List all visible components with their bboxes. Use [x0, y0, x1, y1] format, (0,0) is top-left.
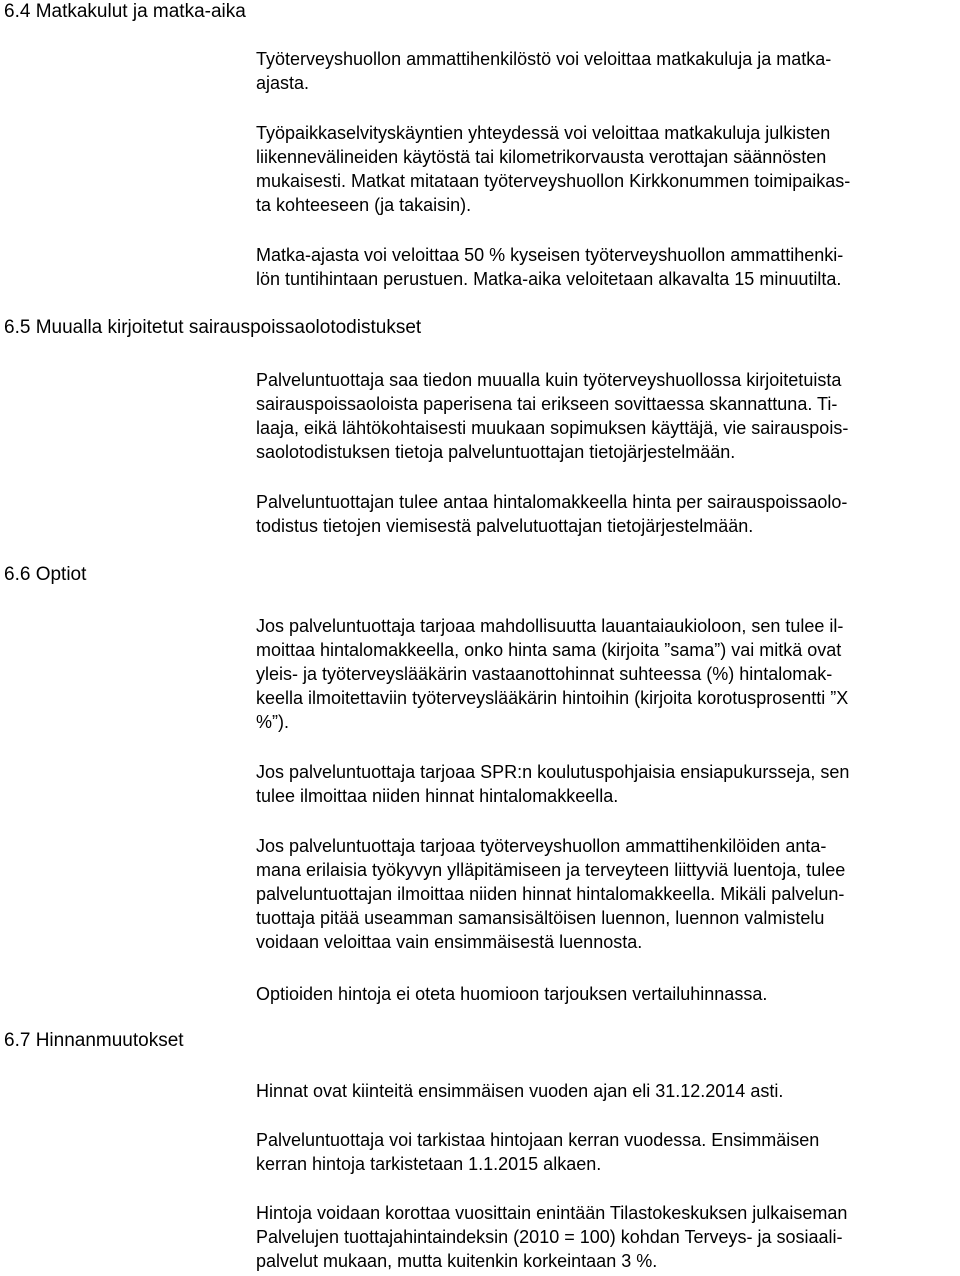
section-heading-6-5: 6.5 Muualla kirjoitetut sairauspoissaolotodistukset — [4, 317, 422, 338]
text-line: Työpaikkaselvityskäyntien yhteydessä voi veloittaa matkakuluja julkisten — [256, 123, 831, 143]
text-line: liikennevälineiden käytöstä tai kilometrikorvausta verottajan säännösten — [256, 147, 827, 167]
text-line: Palveluntuottaja saa tiedon muualla kuin työterveyshuollossa kirjoitetuista — [256, 370, 842, 390]
text-line: Optioiden hintoja ei oteta huomioon tarjouksen vertailuhinnassa. — [256, 984, 768, 1004]
text-line: Palveluntuottajan tulee antaa hintalomakkeella hinta per sairauspoissaolo- — [256, 492, 848, 512]
text-line: Työterveyshuollon ammattihenkilöstö voi veloittaa matkakuluja ja matka- — [256, 49, 832, 69]
text-line: voidaan veloittaa vain ensimmäisestä luennosta. — [256, 932, 643, 952]
paragraph — [256, 47, 956, 95]
text-line: tuottaja pitää useamman samansisältöisen luennon, luennon valmistelu — [256, 908, 825, 928]
paragraph — [256, 121, 956, 217]
text-line: palveluntuottajan ilmoittaa niiden hinnat hintalomakkeella. Mikäli palvelun- — [256, 884, 845, 904]
text-line: ajasta. — [256, 73, 310, 93]
section-heading-6-7: 6.7 Hinnanmuutokset — [4, 1030, 184, 1051]
text-line: Palveluntuottaja voi tarkistaa hintojaan kerran vuodessa. Ensimmäisen — [256, 1130, 820, 1150]
paragraph — [256, 982, 956, 1006]
text-line: Palvelujen tuottajahintaindeksin (2010 = 100) kohdan Terveys- ja sosiaali- — [256, 1227, 843, 1247]
text-line: tulee ilmoittaa niiden hinnat hintalomakkeella. — [256, 786, 619, 806]
text-line: saolotodistuksen tietoja palveluntuottajan tietojärjestelmään. — [256, 442, 736, 462]
text-line: laaja, eikä lähtökohtaisesti muukaan sopimuksen käyttäjä, vie sairauspois- — [256, 418, 849, 438]
paragraph — [256, 368, 956, 464]
text-line: Jos palveluntuottaja tarjoaa SPR:n koulutuspohjaisia ensiapukursseja, sen — [256, 762, 850, 782]
paragraph — [256, 614, 956, 734]
text-line: Jos palveluntuottaja tarjoaa työterveyshuollon ammattihenkilöiden anta- — [256, 836, 827, 856]
text-line: palvelut mukaan, mutta kuitenkin korkeintaan 3 %. — [256, 1251, 658, 1271]
text-line: Hintoja voidaan korottaa vuosittain enintään Tilastokeskuksen julkaiseman — [256, 1203, 848, 1223]
text-line: moittaa hintalomakkeella, onko hinta sama (kirjoita ”sama”) vai mitkä ovat — [256, 640, 842, 660]
text-line: todistus tietojen viemisestä palvelutuottajan tietojärjestelmään. — [256, 516, 754, 536]
paragraph — [256, 834, 956, 954]
text-line: Jos palveluntuottaja tarjoaa mahdollisuutta lauantaiaukioloon, sen tulee il- — [256, 616, 844, 636]
paragraph — [256, 1079, 956, 1103]
paragraph — [256, 1201, 956, 1273]
paragraph — [256, 760, 956, 808]
paragraph — [256, 1128, 956, 1176]
text-line: Hinnat ovat kiinteitä ensimmäisen vuoden ajan eli 31.12.2014 asti. — [256, 1081, 784, 1101]
text-line: mukaisesti. Matkat mitataan työterveyshuollon Kirkkonummen toimipaikas- — [256, 171, 851, 191]
text-line: keella ilmoitettaviin työterveyslääkärin hintoihin (kirjoita korotusprosentti ”X — [256, 688, 849, 708]
text-line: mana erilaisia työkyvyn ylläpitämiseen ja terveyteen liittyviä luentoja, tulee — [256, 860, 846, 880]
section-heading-6-4: 6.4 Matkakulut ja matka-aika — [4, 1, 246, 22]
text-line: ta kohteeseen (ja takaisin). — [256, 195, 472, 215]
text-line: %”). — [256, 712, 289, 732]
text-line: lön tuntihintaan perustuen. Matka-aika veloitetaan alkavalta 15 minuutilta. — [256, 269, 842, 289]
paragraph — [256, 243, 956, 291]
section-heading-6-6: 6.6 Optiot — [4, 564, 87, 585]
text-line: Matka-ajasta voi veloittaa 50 % kyseisen työterveyshuollon ammattihenki- — [256, 245, 844, 265]
text-line: kerran hintoja tarkistetaan 1.1.2015 alkaen. — [256, 1154, 602, 1174]
text-line: yleis- ja työterveyslääkärin vastaanottohinnat suhteessa (%) hintalomak- — [256, 664, 833, 684]
text-line: sairauspoissaoloista paperisena tai erikseen sovittaessa skannattuna. Ti- — [256, 394, 838, 414]
paragraph — [256, 490, 956, 538]
